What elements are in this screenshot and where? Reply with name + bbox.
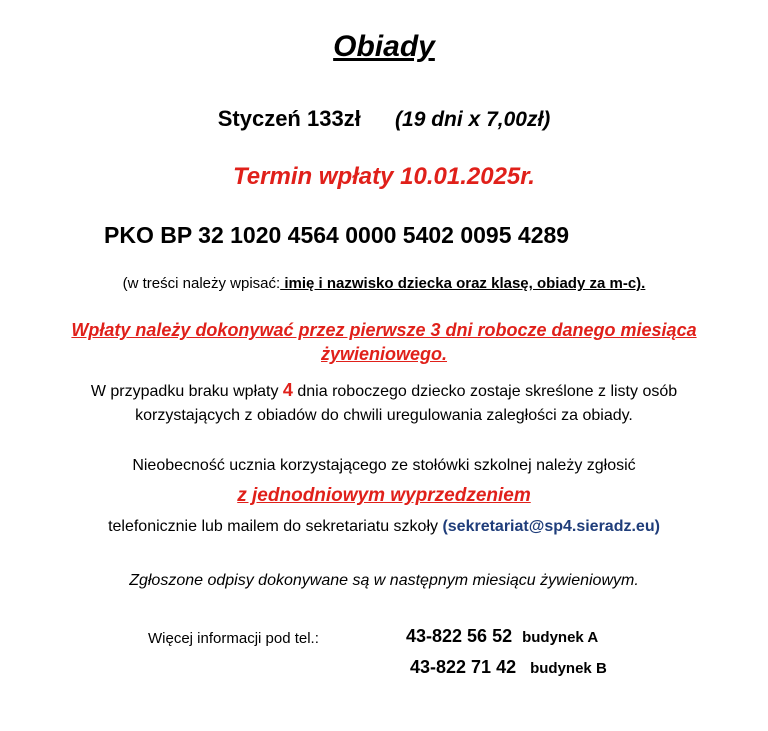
absence-contact-text: telefonicznie lub mailem do sekretariatu szkoły [108,518,443,535]
price-amount: Styczeń 133zł [217,106,361,131]
missing-payment-line2: korzystających z obiadów do chwili uregulowania zaległości za obiady. [135,407,633,424]
bank-account: PKO BP 32 1020 4564 0000 5402 0095 4289 [104,222,570,248]
transfer-note-prefix: (w treści należy wpisać: [122,275,281,292]
page-title: Obiady [333,30,435,63]
absence-info: Nieobecność ucznia korzystającego ze stołówki szkolnej należy zgłosić [132,457,636,474]
missing-payment-after: dnia roboczego dziecko zostaje skreślone z listy osób [292,383,678,400]
building-a-label: budynek A [522,629,599,646]
school-email[interactable]: (sekretariat@sp4.sieradz.eu) [442,518,660,535]
price-calculation: (19 dni x 7,00zł) [395,108,551,131]
missing-payment-before: W przypadku braku wpłaty [90,383,283,400]
payment-warning-line1: Wpłaty należy dokonywać przez pierwsze 3 dni robocze danego miesiąca [71,320,697,340]
missing-payment-line1 [0,378,768,404]
monthly-price [0,106,768,132]
phone-row [406,626,598,647]
phone-number-a[interactable]: 43-822 56 52 [406,626,513,646]
phone-row [406,657,607,678]
missing-payment-info [0,378,768,428]
transfers-note: Zgłoszone odpisy dokonywane są w następnym miesiącu żywieniowym. [129,572,639,589]
payment-warning-line2: żywieniowego. [320,344,448,364]
contact-label: Więcej informacji pod tel.: [148,630,319,647]
payment-deadline: Termin wpłaty 10.01.2025r. [233,163,535,190]
absence-contact [0,518,768,536]
missing-payment-day: 4 [282,380,293,400]
absence-advance-notice: z jednodniowym wyprzedzeniem [237,485,531,506]
building-b-label: budynek B [530,660,607,677]
transfer-note [0,275,768,292]
phone-number-b[interactable]: 43-822 71 42 [410,657,517,677]
payment-warning [0,318,768,366]
transfer-note-required: imię i nazwisko dziecka oraz klasę, obiady za m-c). [280,275,646,292]
